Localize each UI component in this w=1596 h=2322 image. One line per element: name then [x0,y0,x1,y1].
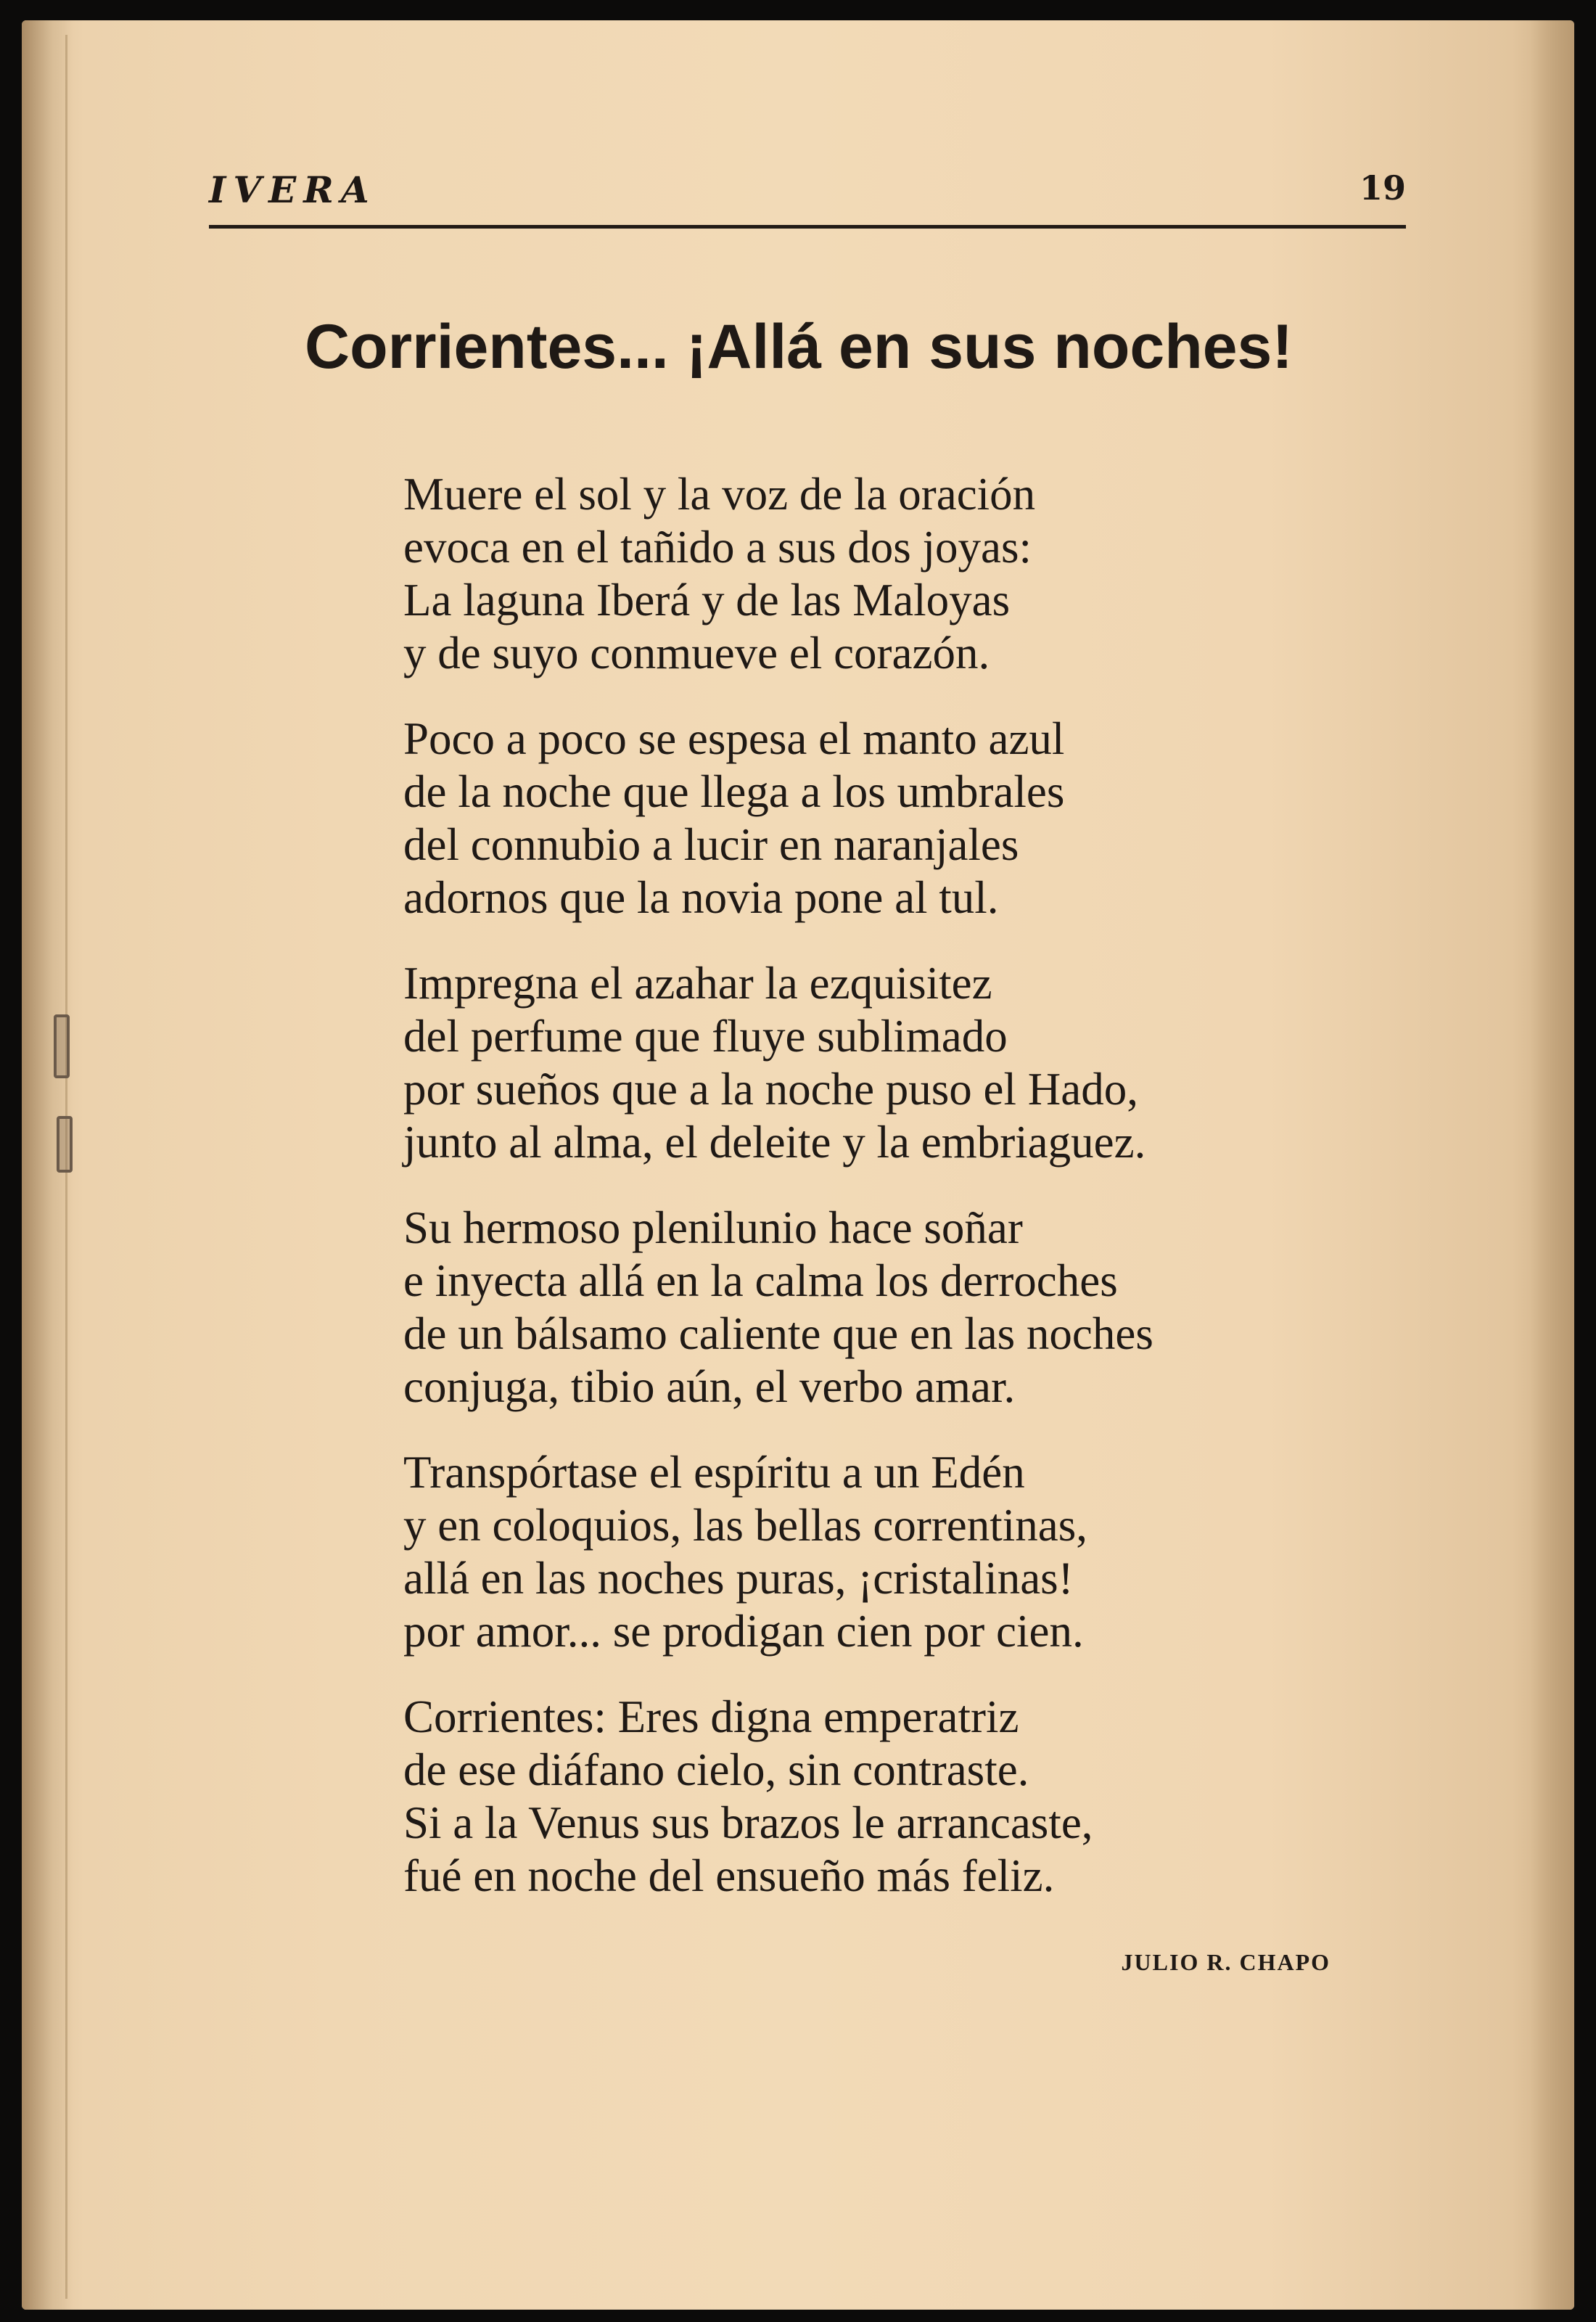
stanza-5 [403,1446,1346,1658]
poem-line: del perfume que fluye sublimado [403,1011,1008,1062]
poem-line: e inyecta allá en la calma los derroches [403,1255,1118,1306]
poem-line: allá en las noches puras, ¡cristalinas! [403,1553,1074,1604]
author-signature: JULIO R. CHAPO [1121,1949,1330,1975]
running-header [209,168,1406,212]
page-number: 19 [1359,168,1406,208]
header-rule [209,225,1406,229]
poem-line: conjuga, tibio aún, el verbo amar. [403,1361,1016,1412]
stanza-2 [403,713,1346,924]
stanza-6 [403,1691,1346,1903]
staple-top [54,1014,70,1078]
poem-line: Su hermoso plenilunio hace soñar [403,1202,1023,1253]
page-edge-shadow [1531,20,1574,2310]
poem-line: de ese diáfano cielo, sin contraste. [403,1744,1029,1795]
staple-bottom [57,1116,73,1173]
stanza-3 [403,957,1346,1169]
poem-line: y en coloquios, las bellas correntinas, [403,1500,1088,1551]
poem-line: adornos que la novia pone al tul. [403,872,999,923]
poem-line: Impregna el azahar la ezquisitez [403,958,992,1009]
poem-line: por amor... se prodigan cien por cien. [403,1606,1084,1657]
poem-line: de la noche que llega a los umbrales [403,766,1065,817]
poem-line: La laguna Iberá y de las Maloyas [403,575,1011,625]
poem-line: y de suyo conmueve el corazón. [403,628,990,678]
running-title: IVERA [209,168,377,211]
poem-line: fué en noche del ensueño más feliz. [403,1850,1055,1901]
poem-line: del connubio a lucir en naranjales [403,819,1019,870]
poem-line: junto al alma, el deleite y la embriaguez. [403,1117,1146,1168]
poem-line: de un bálsamo caliente que en las noches [403,1308,1153,1359]
poem-line: Poco a poco se espesa el manto azul [403,713,1065,764]
poem-line: Corrientes: Eres digna emperatriz [403,1691,1019,1742]
poem-body [403,468,1346,1935]
poem-line: por sueños que a la noche puso el Hado, [403,1064,1138,1115]
poem-title: Corrientes... ¡Allá en sus noches! [305,312,1293,382]
stanza-1 [403,468,1346,680]
poem-line: Transpórtase el espíritu a un Edén [403,1447,1025,1498]
poem-line: Muere el sol y la voz de la oración [403,469,1036,520]
stanza-4 [403,1202,1346,1414]
poem-line: evoca en el tañido a sus dos joyas: [403,522,1032,573]
poem-line: Si a la Venus sus brazos le arrancaste, [403,1797,1093,1848]
